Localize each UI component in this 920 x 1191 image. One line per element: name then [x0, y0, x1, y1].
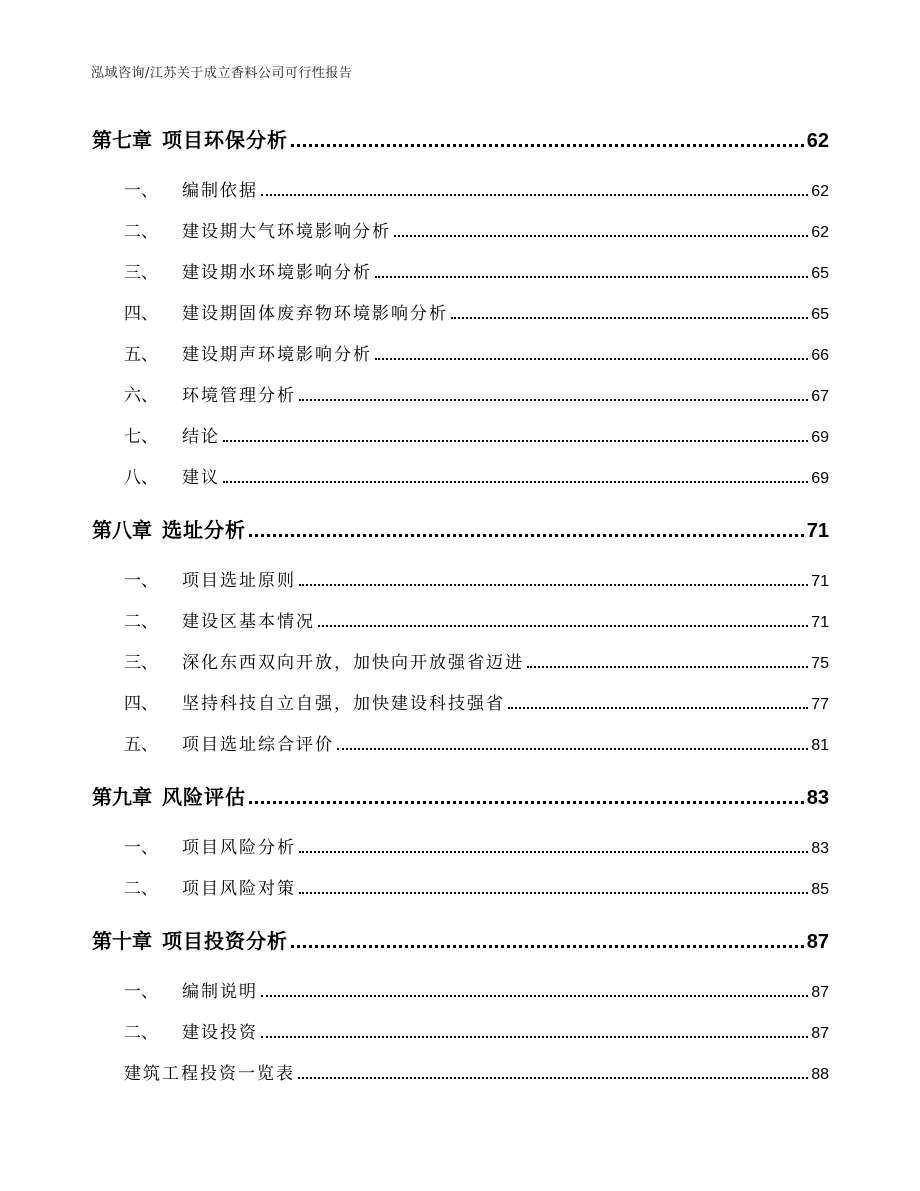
- toc-entry-number: 一、: [124, 838, 158, 858]
- toc-entry-title: 深化东西双向开放，加快向开放强省迈进: [182, 653, 524, 673]
- dot-leader: [375, 358, 808, 360]
- toc-page-number: 65: [811, 306, 829, 323]
- toc-page-number: 77: [811, 696, 829, 713]
- toc-page-number: 87: [806, 931, 829, 953]
- dot-leader: [291, 945, 804, 948]
- dot-leader: [261, 995, 808, 997]
- toc-entry-number: 七、: [124, 427, 158, 447]
- dot-leader: [291, 144, 804, 147]
- toc-section-entry[interactable]: [124, 648, 829, 673]
- toc-section-entry[interactable]: [124, 607, 829, 632]
- toc-section-entry[interactable]: [124, 566, 829, 591]
- toc-entry-number: 一、: [124, 571, 158, 591]
- toc-entry-title: 编制依据: [182, 181, 258, 201]
- toc-entry-title: 选址分析: [162, 518, 246, 542]
- dot-leader: [223, 440, 808, 442]
- toc-chapter-entry[interactable]: [92, 925, 829, 954]
- toc-entry-title: 编制说明: [182, 982, 258, 1002]
- toc-entry-title: 建议: [182, 468, 220, 488]
- toc-entry-title: 项目投资分析: [162, 929, 288, 953]
- toc-entry-number: 三、: [124, 263, 158, 283]
- toc-entry-title: 建设期声环境影响分析: [182, 345, 372, 365]
- toc-section-entry[interactable]: [124, 1018, 829, 1043]
- toc-section-entry[interactable]: [124, 730, 829, 755]
- toc-entry-number: 五、: [124, 345, 158, 365]
- toc-entry-number: 第十章: [92, 929, 152, 953]
- toc-page-number: 71: [811, 614, 829, 631]
- page-header: 泓域咨询/江苏关于成立香料公司可行性报告: [91, 66, 353, 81]
- toc-entry-title: 建筑工程投资一览表: [124, 1064, 295, 1084]
- toc-chapter-entry[interactable]: [92, 514, 829, 543]
- toc-section-entry[interactable]: [124, 689, 829, 714]
- toc-entry-title: 项目风险分析: [182, 838, 296, 858]
- toc-page-number: 71: [811, 573, 829, 590]
- dot-leader: [451, 317, 808, 319]
- toc-section-entry[interactable]: [124, 977, 829, 1002]
- toc-entry-number: 六、: [124, 386, 158, 406]
- toc-page-number: 83: [806, 787, 829, 809]
- toc-section-entry[interactable]: [124, 299, 829, 324]
- dot-leader: [261, 194, 808, 196]
- toc-page-number: 62: [811, 183, 829, 200]
- toc-entry-title: 项目选址综合评价: [182, 735, 334, 755]
- toc-page-number: 65: [811, 265, 829, 282]
- toc-section-entry[interactable]: [124, 217, 829, 242]
- dot-leader: [527, 666, 808, 668]
- toc-entry-number: 二、: [124, 879, 158, 899]
- toc-page-number: 87: [811, 984, 829, 1001]
- toc-page-number: 87: [811, 1025, 829, 1042]
- toc-entry-number: 一、: [124, 181, 158, 201]
- toc-page-number: 71: [806, 520, 829, 542]
- toc-page-number: 69: [811, 470, 829, 487]
- toc-entry-number: 一、: [124, 982, 158, 1002]
- toc-section-entry[interactable]: [124, 1059, 829, 1084]
- toc-page-number: 62: [811, 224, 829, 241]
- toc-page-number: 66: [811, 347, 829, 364]
- toc-entry-number: 五、: [124, 735, 158, 755]
- toc-page-number: 83: [811, 840, 829, 857]
- toc-entry-number: 第九章: [92, 785, 152, 809]
- toc-entry-number: 二、: [124, 1023, 158, 1043]
- toc-section-entry[interactable]: [124, 833, 829, 858]
- toc-page-number: 85: [811, 881, 829, 898]
- toc-section-entry[interactable]: [124, 874, 829, 899]
- toc-entry-title: 项目选址原则: [182, 571, 296, 591]
- toc-entry-number: 第七章: [92, 128, 152, 152]
- dot-leader: [299, 584, 808, 586]
- dot-leader: [318, 625, 808, 627]
- toc-page-number: 81: [811, 737, 829, 754]
- toc-page-number: 67: [811, 388, 829, 405]
- dot-leader: [223, 481, 808, 483]
- dot-leader: [249, 534, 804, 537]
- toc-entry-number: 二、: [124, 612, 158, 632]
- dot-leader: [508, 707, 808, 709]
- toc-entry-number: 二、: [124, 222, 158, 242]
- toc-entry-title: 结论: [182, 427, 220, 447]
- dot-leader: [299, 851, 808, 853]
- toc-entry-number: 三、: [124, 653, 158, 673]
- dot-leader: [298, 1077, 808, 1079]
- dot-leader: [261, 1036, 808, 1038]
- toc-entry-number: 四、: [124, 304, 158, 324]
- toc-chapter-entry[interactable]: [92, 781, 829, 810]
- toc-page-number: 69: [811, 429, 829, 446]
- toc-entry-title: 建设投资: [182, 1023, 258, 1043]
- toc-entry-title: 项目风险对策: [182, 879, 296, 899]
- dot-leader: [299, 892, 808, 894]
- toc-chapter-entry[interactable]: [92, 124, 829, 153]
- toc-page-number: 75: [811, 655, 829, 672]
- dot-leader: [394, 235, 808, 237]
- toc-entry-title: 建设期水环境影响分析: [182, 263, 372, 283]
- toc-page-number: 88: [811, 1066, 829, 1083]
- dot-leader: [299, 399, 808, 401]
- toc-section-entry[interactable]: [124, 340, 829, 365]
- toc-entry-title: 环境管理分析: [182, 386, 296, 406]
- toc-section-entry[interactable]: [124, 422, 829, 447]
- toc-section-entry[interactable]: [124, 381, 829, 406]
- dot-leader: [337, 748, 808, 750]
- toc-entry-title: 建设期大气环境影响分析: [182, 222, 391, 242]
- toc-entry-number: 第八章: [92, 518, 152, 542]
- toc-entry-title: 建设期固体废弃物环境影响分析: [182, 304, 448, 324]
- toc-section-entry[interactable]: [124, 463, 829, 488]
- toc-page-number: 62: [806, 130, 829, 152]
- toc-entry-number: 八、: [124, 468, 158, 488]
- toc-entry-title: 项目环保分析: [162, 128, 288, 152]
- toc-entry-title: 风险评估: [162, 785, 246, 809]
- toc-section-entry[interactable]: [124, 258, 829, 283]
- dot-leader: [249, 801, 804, 804]
- toc-entry-number: 四、: [124, 694, 158, 714]
- dot-leader: [375, 276, 808, 278]
- toc-entry-title: 建设区基本情况: [182, 612, 315, 632]
- toc-entry-title: 坚持科技自立自强，加快建设科技强省: [182, 694, 505, 714]
- toc-section-entry[interactable]: [124, 176, 829, 201]
